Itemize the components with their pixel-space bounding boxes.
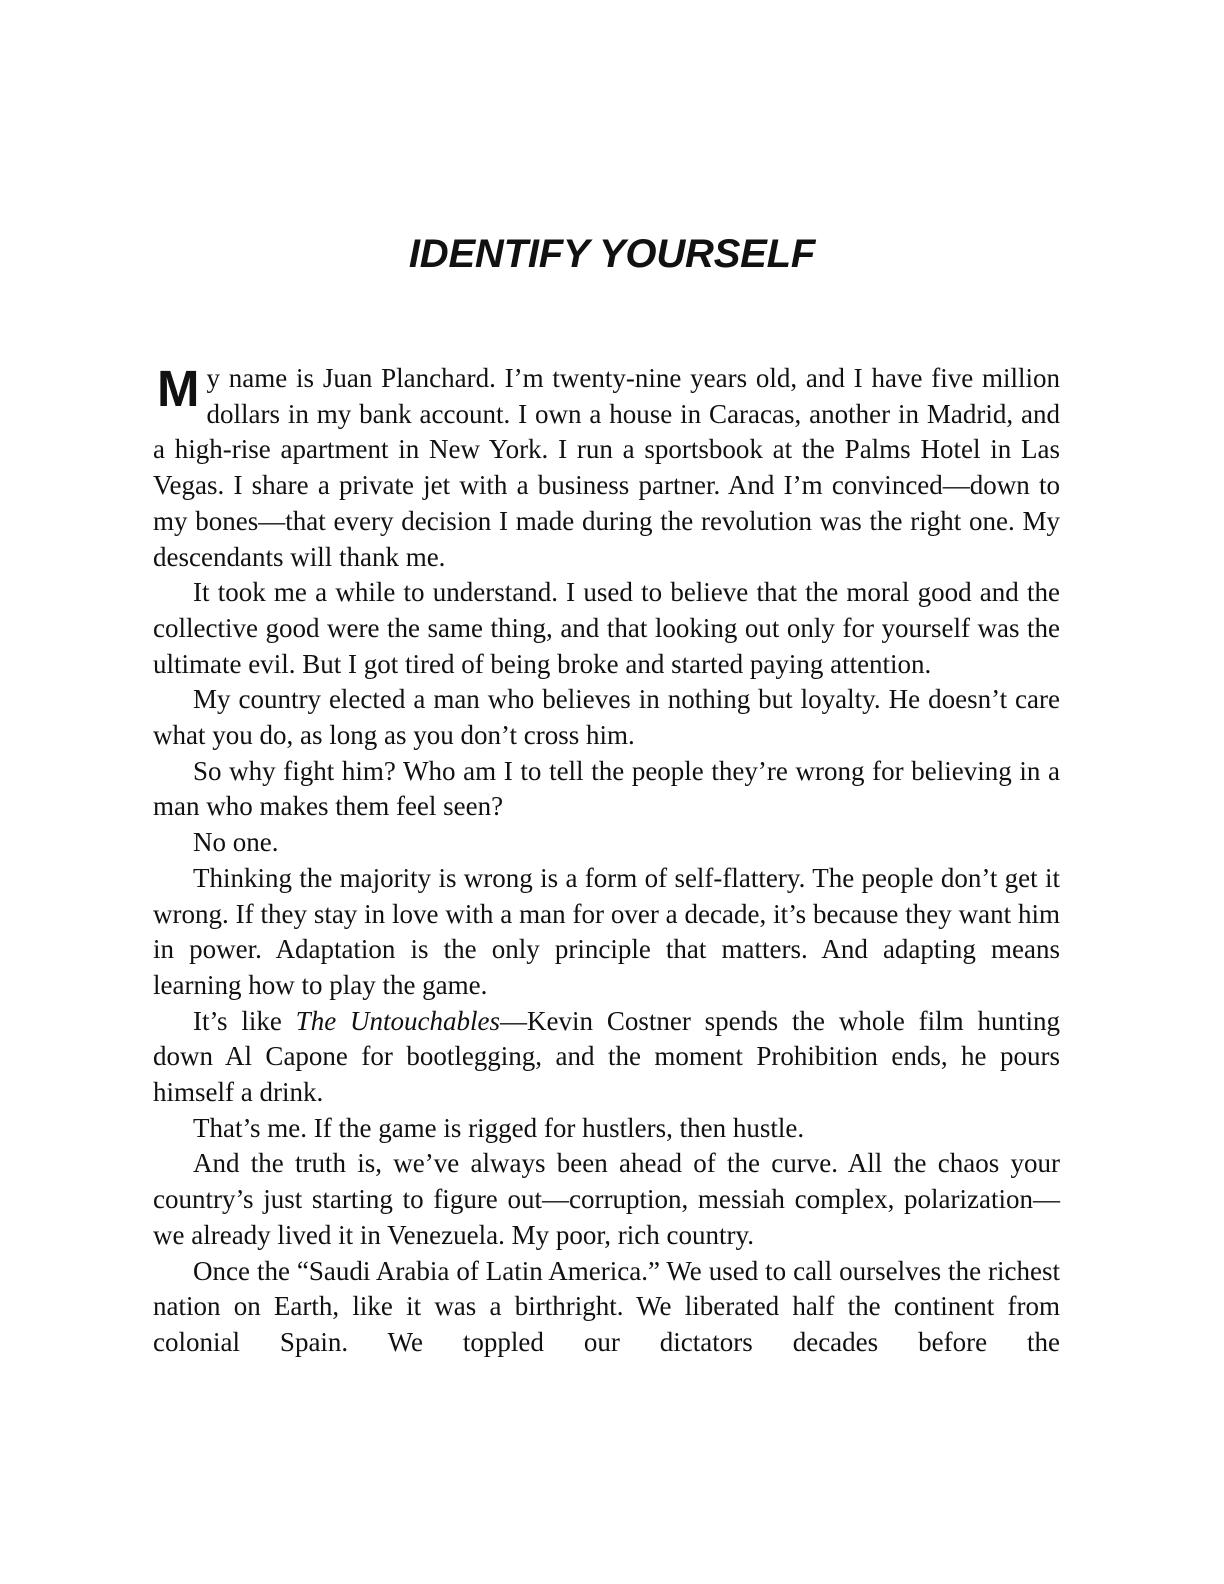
paragraph: Once the “Saudi Arabia of Latin America.” We used to call ourselves the richest nation on Earth, like it was a birthright. We liberated half the continent from colonial Spain. We toppled our dictators decades before the — [153, 1255, 1060, 1357]
paragraph: That’s me. If the game is rigged for hustlers, then hustle. — [193, 1112, 805, 1143]
film-title: The Untouchables — [295, 1005, 500, 1036]
paragraph: So why fight him? Who am I to tell the people they’re wrong for believing in a man who makes them feel seen? — [153, 755, 1060, 822]
paragraph-text: —Kevin Costner spends the whole film hunting down Al Capone for bootlegging, and the moment Prohibition ends, he pours himself a drink. — [153, 1005, 1060, 1108]
paragraph-text: It’s like — [193, 1005, 296, 1036]
opening-paragraph — [153, 361, 1060, 575]
opening-paragraph-text: y name is Juan Planchard. I’m twenty-nine years old, and I have five million dollars in my bank account. I own a house in Caracas, another in Madrid, and a high-rise apartment in New York. I run a sportsbook at the Palms Hotel in Las Vegas. I share a private jet with a business partner. And I’m convinced—down to my bones—that every decision I made during the revolution was the right one. My descendants will thank me. — [153, 363, 1060, 572]
chapter-body — [153, 361, 1060, 1361]
paragraph: My country elected a man who believes in nothing but loyalty. He doesn’t care what you do, as long as you don’t cross him. — [153, 684, 1060, 751]
paragraph: No one. — [193, 827, 279, 858]
drop-cap: M — [157, 360, 200, 417]
chapter-title: IDENTIFY YOURSELF — [408, 232, 816, 276]
paragraph-untouchables — [153, 1004, 1060, 1111]
paragraph: Thinking the majority is wrong is a form of self-flattery. The people don’t get it wrong. If they stay in love with a man for over a decade, it’s because they want him in power. Adaptation is the only principle that matters. And adapting means learning how to play the game. — [153, 862, 1060, 1000]
paragraph: It took me a while to understand. I used to believe that the moral good and the collective good were the same thing, and that looking out only for yourself was the ultimate evil. But I got tired of being broke and started paying attention. — [153, 577, 1060, 679]
paragraph: And the truth is, we’ve always been ahead of the curve. All the chaos your country’s just starting to figure out—corruption, messiah complex, polarization—we already lived it in Venezuela. My poor, rich country. — [153, 1148, 1060, 1250]
